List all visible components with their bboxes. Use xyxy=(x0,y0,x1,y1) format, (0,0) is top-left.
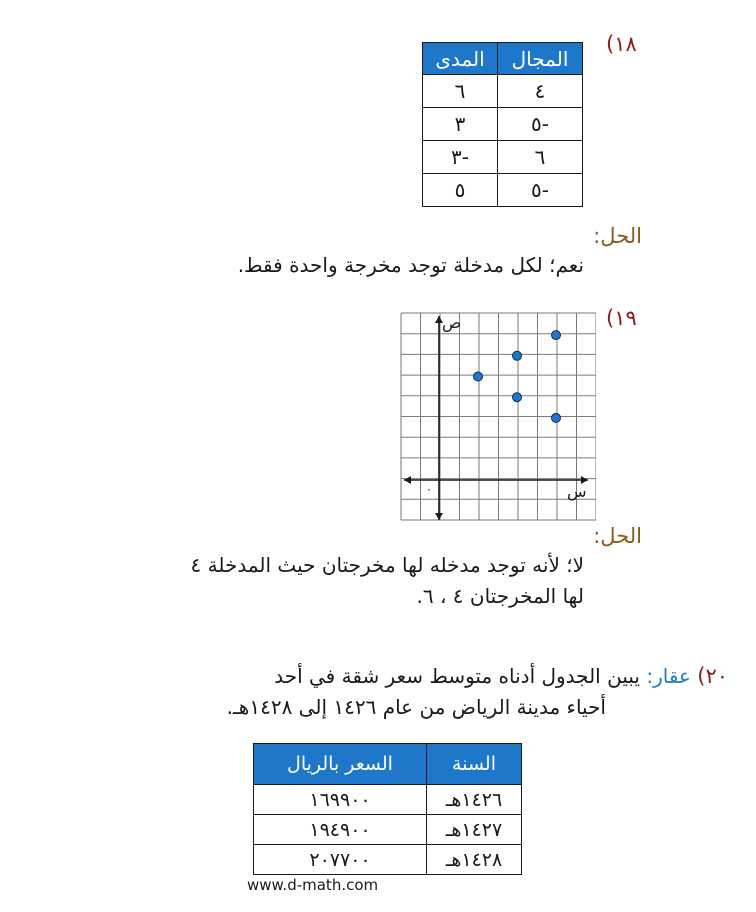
table-row xyxy=(423,75,583,108)
question-number-18: ١٨) xyxy=(606,32,637,56)
domain-range-table xyxy=(422,42,583,207)
table-row xyxy=(254,815,522,845)
question-number-20: ٢٠) xyxy=(697,664,728,688)
solution-line-19a: لا؛ لأنه توجد مدخله لها مخرجتان حيث المدخلة ٤ xyxy=(190,553,584,577)
solution-line-19b: لها المخرجتان ٤ ، ٦. xyxy=(416,584,584,608)
table-row xyxy=(423,108,583,141)
solution-label-19: الحل: xyxy=(593,524,642,548)
table-header-price: السعر بالريال xyxy=(254,744,427,785)
table-header-range: المدى xyxy=(423,43,498,75)
table-cell: -٥ xyxy=(498,108,583,141)
table-cell: ١٩٤٩٠٠ xyxy=(254,815,427,845)
y-axis-label: ص xyxy=(442,313,462,332)
question-number-19: ١٩) xyxy=(606,306,637,330)
y-arrow-down-icon xyxy=(435,513,443,520)
table-cell: ٤ xyxy=(498,75,583,108)
table-cell: ١٦٩٩٠٠ xyxy=(254,785,427,815)
table-row xyxy=(423,141,583,174)
table-cell: ٦ xyxy=(423,75,498,108)
solution-text-18: نعم؛ لكل مدخلة توجد مخرجة واحدة فقط. xyxy=(237,253,584,277)
table-cell: ٢٠٧٧٠٠ xyxy=(254,845,427,875)
price-table xyxy=(253,743,522,875)
table-header-domain: المجال xyxy=(498,43,583,75)
coordinate-graph xyxy=(400,312,596,524)
table-row xyxy=(254,785,522,815)
table-cell: ١٤٢٨هـ xyxy=(427,845,522,875)
x-axis-label: س xyxy=(567,482,587,501)
x-arrow-left-icon xyxy=(404,476,411,484)
table-cell: ١٤٢٧هـ xyxy=(427,815,522,845)
origin-label: ٠ xyxy=(426,483,432,496)
graph-point xyxy=(513,351,522,360)
question-topic: عقار: xyxy=(646,664,691,688)
table-cell: ٥ xyxy=(423,174,498,207)
graph-point xyxy=(552,413,561,422)
footer-website: www.d-math.com xyxy=(247,876,379,894)
graph-point xyxy=(552,331,561,340)
table-cell: ١٤٢٦هـ xyxy=(427,785,522,815)
table-row xyxy=(423,174,583,207)
table-cell: ٣ xyxy=(423,108,498,141)
solution-label-18: الحل: xyxy=(593,224,642,248)
table-cell: -٥ xyxy=(498,174,583,207)
table-cell: ٦ xyxy=(498,141,583,174)
question-20-line2: أحياء مدينة الرياض من عام ١٤٢٦ إلى ١٤٢٨هـ. xyxy=(226,695,606,719)
plotted-points xyxy=(474,331,561,423)
table-cell: -٣ xyxy=(423,141,498,174)
table-row xyxy=(254,845,522,875)
question-text: يبين الجدول أدناه متوسط سعر شقة في أحد xyxy=(274,664,640,688)
graph-point xyxy=(513,393,522,402)
question-20-line1 xyxy=(274,661,728,692)
table-header-year: السنة xyxy=(427,744,522,785)
graph-point xyxy=(474,372,483,381)
